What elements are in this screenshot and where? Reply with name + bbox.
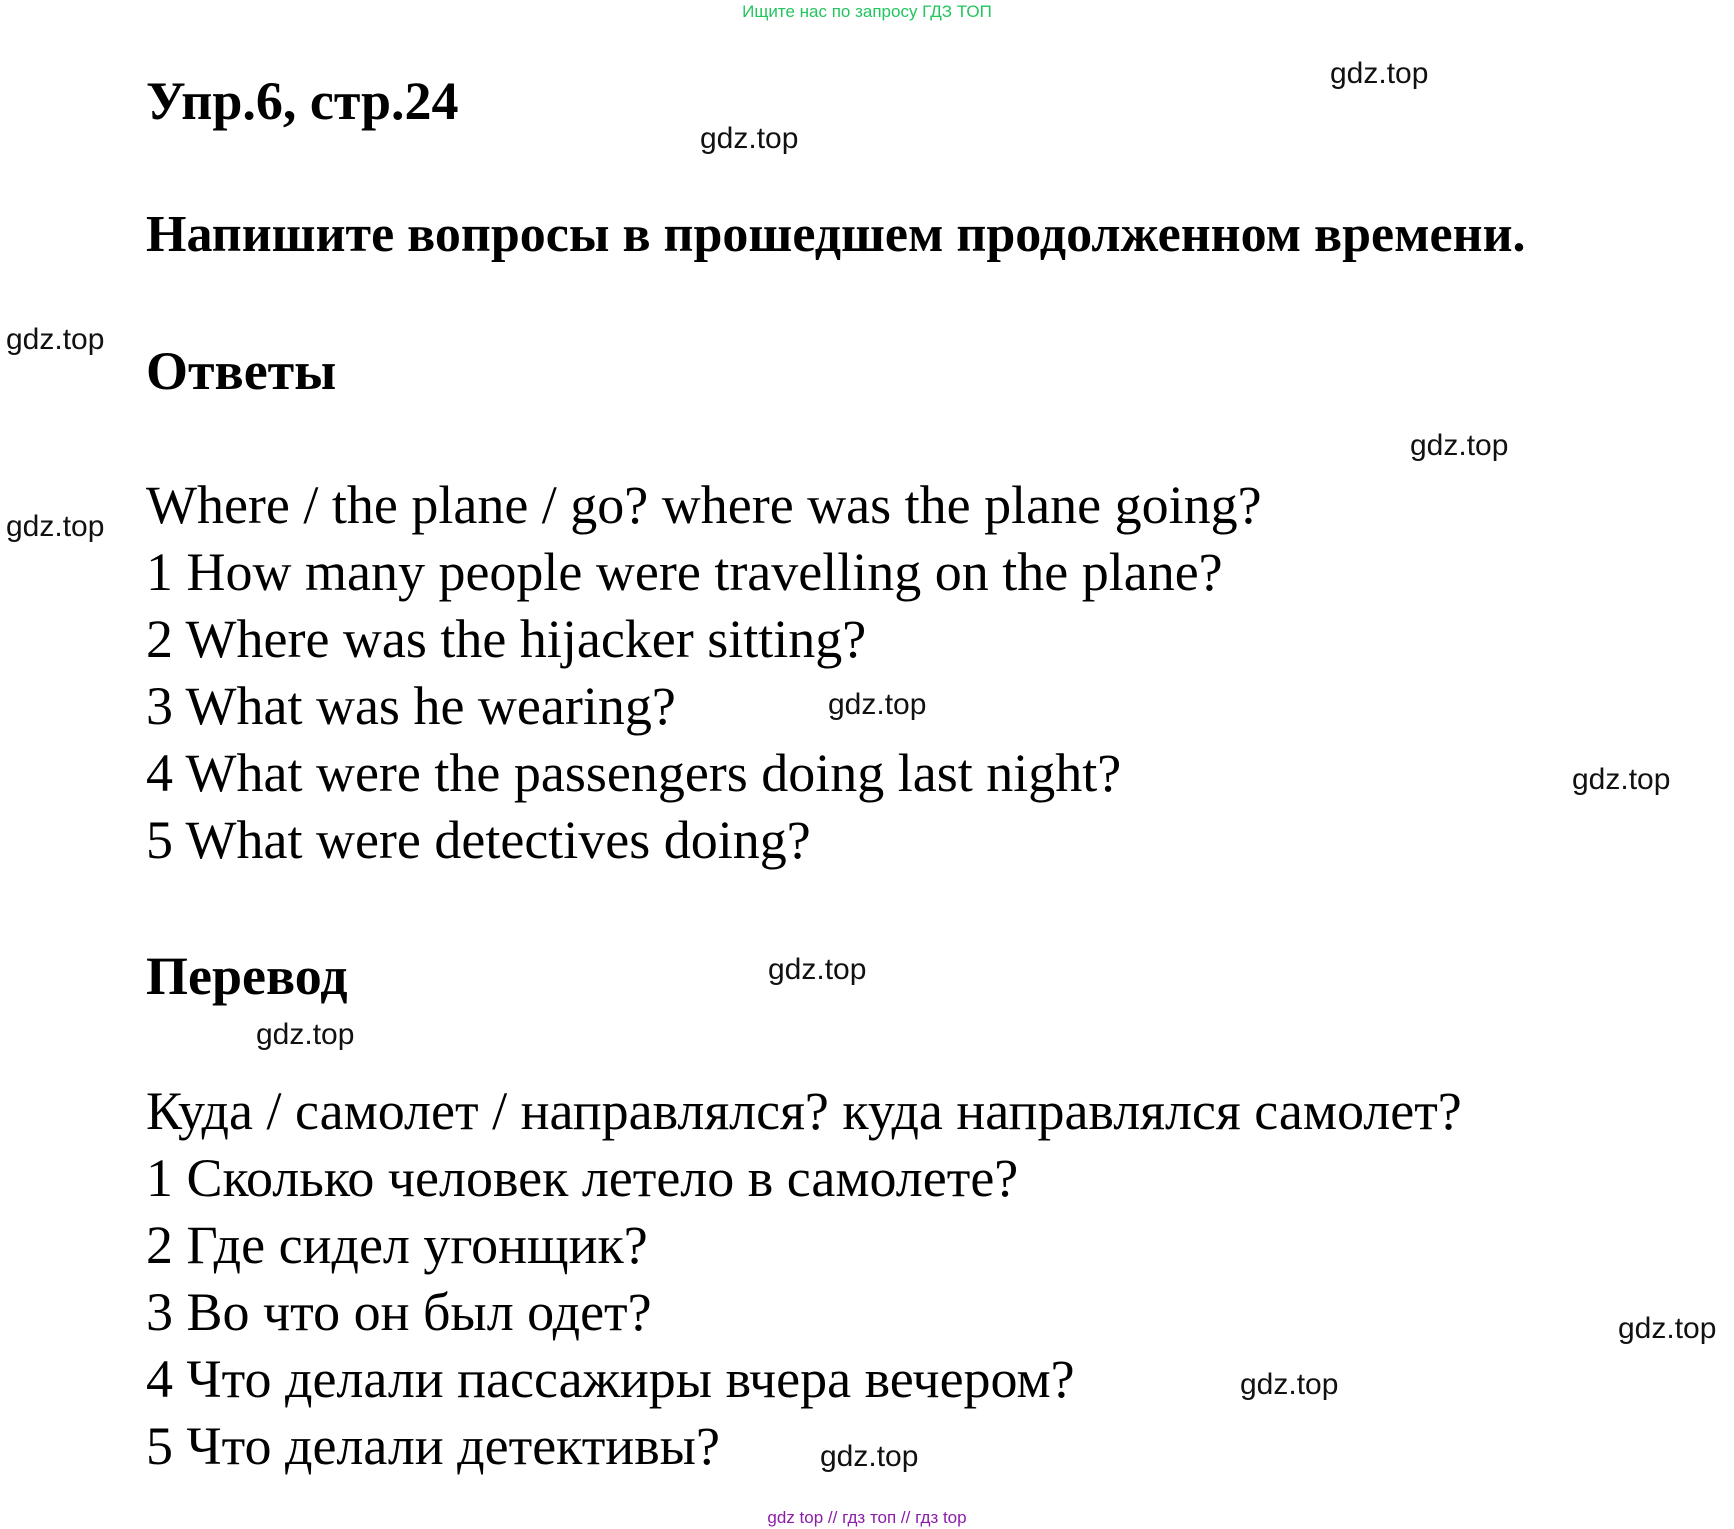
translation-line: 3 Во что он был одет? [146, 1282, 652, 1342]
answer-line: 5 What were detectives doing? [146, 810, 811, 870]
task-heading: Напишите вопросы в прошедшем продолженном времени. [146, 206, 1526, 263]
translation-line: Куда / самолет / направлялся? куда направлялся самолет? [146, 1081, 1462, 1141]
answer-line: 1 How many people were travelling on the plane? [146, 542, 1223, 602]
page-title: Упр.6, стр.24 [146, 71, 459, 131]
watermark: gdz.top [1330, 57, 1429, 90]
answer-line: 4 What were the passengers doing last night? [146, 743, 1122, 803]
answer-line: 2 Where was the hijacker sitting? [146, 609, 867, 669]
watermark: gdz.top [1618, 1312, 1717, 1345]
translation-heading: Перевод [146, 946, 348, 1006]
top-banner: Ищите нас по запросу ГДЗ ТОП [742, 2, 992, 21]
watermark: gdz.top [6, 323, 105, 356]
answers-list [146, 472, 1262, 874]
watermark: gdz.top [256, 1018, 355, 1051]
watermark: gdz.top [6, 510, 105, 543]
watermark: gdz.top [1410, 429, 1509, 462]
watermark: gdz.top [1572, 763, 1671, 796]
watermark: gdz.top [768, 953, 867, 986]
watermark: gdz.top [828, 688, 927, 721]
answer-line: Where / the plane / go? where was the plane going? [146, 475, 1262, 535]
translation-list [146, 1078, 1462, 1480]
translation-line: 1 Сколько человек летело в самолете? [146, 1148, 1019, 1208]
watermark: gdz.top [820, 1440, 919, 1473]
translation-line: 5 Что делали детективы? [146, 1416, 720, 1476]
answers-heading: Ответы [146, 341, 337, 401]
watermark: gdz.top [1240, 1368, 1339, 1401]
bottom-banner: gdz top // гдз топ // гдз top [767, 1508, 967, 1527]
answer-line: 3 What was he wearing? [146, 676, 676, 736]
translation-line: 4 Что делали пассажиры вчера вечером? [146, 1349, 1075, 1409]
watermark: gdz.top [700, 122, 799, 155]
translation-line: 2 Где сидел угонщик? [146, 1215, 648, 1275]
